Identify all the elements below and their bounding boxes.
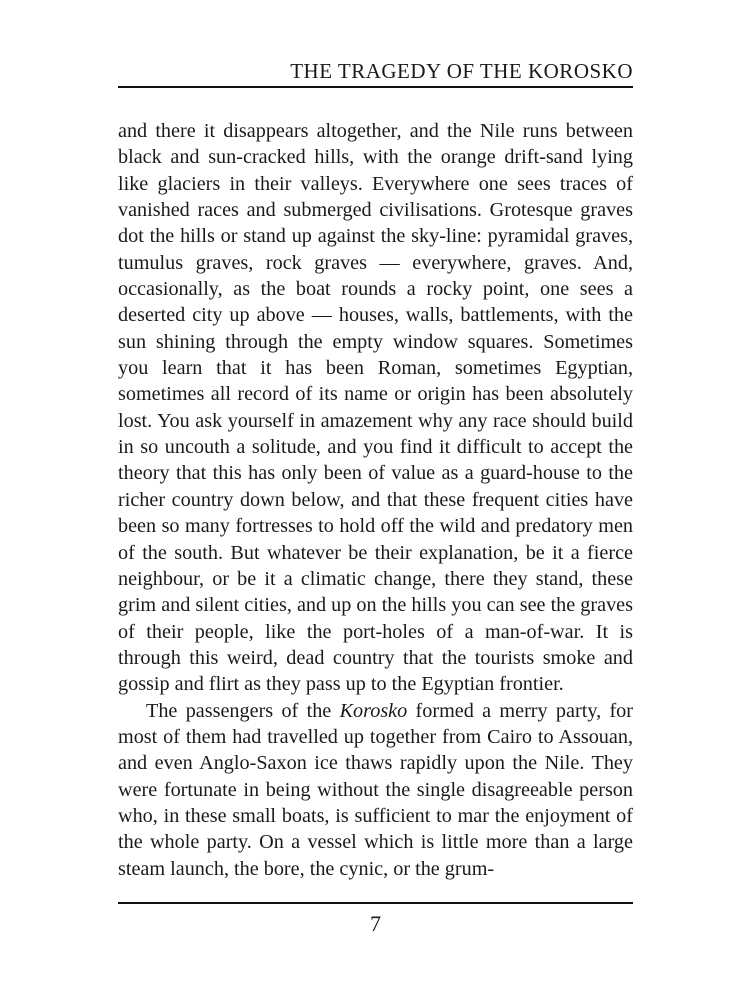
paragraph-2-text-after: formed a merry party, for most of them had travelled up together from Cairo to Assouan, and even Anglo-Saxon ice thaws rapidly upon the Nile. They were fortunate in being without the single disagreeable person who, in these small boats, is sufficient to mar the enjoyment of the whole party. On a vessel which is little more than a large steam launch, the bore, the cynic, or the grum-	[118, 699, 633, 880]
body-text	[118, 118, 633, 882]
ship-name-italic: Korosko	[339, 699, 408, 722]
running-head: THE TRAGEDY OF THE KOROSKO	[290, 59, 633, 83]
paragraph-2-text-before: The passengers of the	[146, 699, 340, 722]
header-rule	[118, 86, 633, 88]
paragraph-2	[118, 698, 633, 882]
page-number: 7	[370, 911, 381, 936]
paragraph-1: and there it disappears altogether, and the Nile runs between black and sun-cracked hills, with the orange drift-sand lying like glaciers in their valleys. Everywhere one sees traces of vanished races and submerged civilisations. Grotesque graves dot the hills or stand up against the sky-line: pyramidal graves, tumulus graves, rock graves — everywhere, graves. And, occasionally, as the boat rounds a rocky point, one sees a deserted city up above — houses, walls, battlements, with the sun shining through the empty window squares. Sometimes you learn that it has been Roman, sometimes Egyptian, sometimes all record of its name or origin has been absolutely lost. You ask yourself in amazement why any race should build in so uncouth a solitude, and you find it difficult to accept the theory that this has only been of value as a guard-house to the richer country down below, and that these frequent cities have been so many fortresses to hold off the wild and predatory men of the south. But whatever be their explanation, be it a fierce neighbour, or be it a climatic change, there they stand, these grim and silent cities, and up on the hills you can see the graves of their people, like the port-holes of a man-of-war. It is through this weird, dead country that the tourists smoke and gossip and flirt as they pass up to the Egyptian frontier.	[118, 120, 633, 696]
footer-rule	[118, 902, 633, 904]
